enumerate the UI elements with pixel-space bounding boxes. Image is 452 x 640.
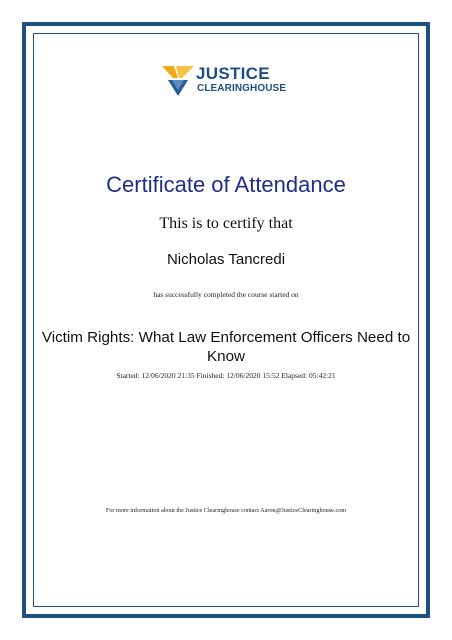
footer-contact-line: For more information about the Justice Clearinghouse contact Aaron@JusticeClearinghouse.com — [105, 507, 347, 514]
course-title: Victim Rights: What Law Enforcement Officers Need to Know — [41, 329, 411, 365]
shield-logo-icon — [160, 62, 196, 98]
logo-text-clearinghouse: CLEARINGHOUSE — [197, 83, 287, 94]
certificate-title: Certificate of Attendance — [106, 172, 346, 197]
logo-text-justice: JUSTICE — [196, 64, 270, 83]
justice-clearinghouse-logo — [160, 62, 292, 100]
certify-line: This is to certify that — [159, 215, 293, 232]
recipient-name: Nicholas Tancredi — [166, 251, 286, 268]
course-times: Started: 12/06/2020 21:35 Finished: 12/06/2020 15:52 Elapsed: 05:42:21 — [116, 371, 336, 380]
certificate-inner-border — [33, 33, 419, 607]
completed-line: has successfully completed the course started on — [153, 290, 299, 299]
